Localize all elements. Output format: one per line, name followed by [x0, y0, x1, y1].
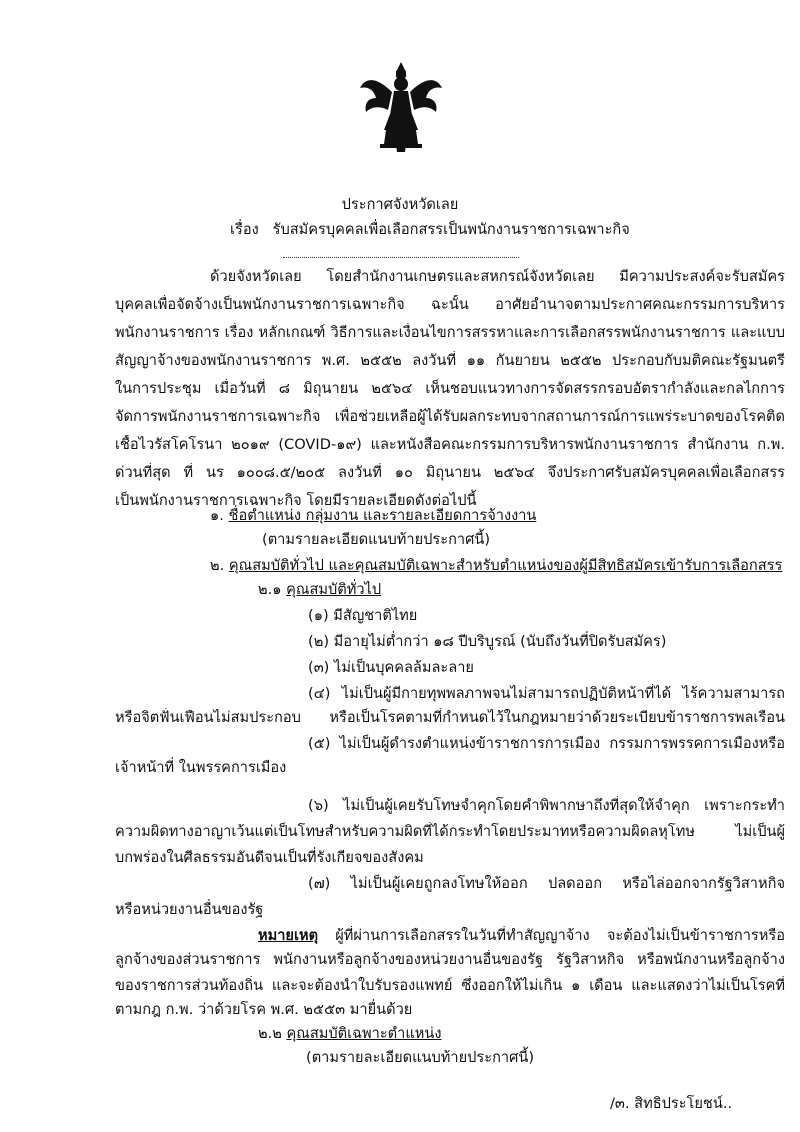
subsection-heading	[258, 1024, 441, 1044]
intro-line: ในการประชุม เมื่อวันที่ ๘ มิถุนายน ๒๕๖๔ เห็นชอบแนวทางการจัดสรรกรอบอัตรากำลังและกลไกการ	[115, 380, 785, 397]
intro-line: ด่วนที่สุด ที่ นร ๑๐๐๘.๕/๒๐๕ ลงวันที่ ๑๐ มิถุนายน ๒๕๖๔ จึงประกาศรับสมัครบุคคลเพื่อเลือกสรร	[115, 464, 785, 481]
qualification-item: (๗) ไม่เป็นผู้เคยถูกลงโทษให้ออก ปลดออก หรือไล่ออกจากรัฐวิสาหกิจ	[308, 875, 785, 892]
subsection-title: คุณสมบัติเฉพาะตำแหน่ง	[286, 1025, 442, 1042]
remark-text: ผู้ที่ผ่านการเลือกสรรในวันที่ทำสัญญาจ้าง จะต้องไม่เป็นข้าราชการหรือ	[335, 927, 785, 944]
qualification-item-cont: บกพร่องในศีลธรรมอันดีจนเป็นที่รังเกียจของสังคม	[115, 849, 424, 866]
qualification-item: (๔) ไม่เป็นผู้มีกายทุพพลภาพจนไม่สามารถปฏิบัติหน้าที่ได้ ไร้ความสามารถ	[308, 685, 785, 702]
qualification-item: (๖) ไม่เป็นผู้เคยรับโทษจำคุกโดยคำพิพากษาถึงที่สุดให้จำคุก เพราะกระทำ	[308, 797, 785, 814]
qualification-item: (๑) มีสัญชาติไทย	[308, 607, 418, 624]
intro-line: จัดการพนักงานราชการเฉพาะกิจ เพื่อช่วยเหลือผู้ได้รับผลกระทบจากสถานการณ์การแพร่ระบาดของโรคติด	[115, 408, 785, 425]
garuda-emblem-icon	[358, 58, 444, 156]
remark-line: ของราชการส่วนท้องถิ่น และจะต้องนำใบรับรองแพทย์ ซึ่งออกให้ไม่เกิน ๑ เดือน และแสดงว่าไม่เป็นโรคที่	[115, 977, 785, 994]
qualification-item: (๓) ไม่เป็นบุคคลล้มละลาย	[308, 659, 474, 676]
remark-line: ลูกจ้างของส่วนราชการ พนักงานหรือลูกจ้างของหน่วยงานอื่นของรัฐ รัฐวิสาหกิจ หรือพนักงานหรือลูกจ้าง	[115, 951, 785, 968]
section-number: ๑.	[210, 507, 224, 524]
intro-line: พนักงานราชการ เรื่อง หลักเกณฑ์ วิธีการและเงื่อนไขการสรรหาและการเลือกสรรพนักงานราชการ และแบบ	[115, 324, 785, 341]
section1-note: (ตามรายละเอียดแนบท้ายประกาศนี้)	[262, 531, 491, 548]
subsection-number: ๒.๑	[258, 581, 282, 598]
intro-line: สัญญาจ้างของพนักงานราชการ พ.ศ. ๒๕๕๒ ลงวันที่ ๑๑ กันยายน ๒๕๕๒ ประกอบกับมติคณะรัฐมนตรี	[115, 352, 785, 369]
intro-line: เป็นพนักงานราชการเฉพาะกิจ โดยมีรายละเอียดดังต่อไปนี้	[115, 492, 477, 509]
remark-line	[258, 926, 785, 948]
page-continuation: /๓. สิทธิประโยชน์..	[610, 1095, 733, 1112]
qualification-item: (๒) มีอายุไม่ต่ำกว่า ๑๘ ปีบริบูรณ์ (นับถึงวันที่ปิดรับสมัคร)	[308, 633, 667, 650]
subsection-heading	[258, 580, 381, 600]
qualification-item: (๕) ไม่เป็นผู้ดำรงตำแหน่งข้าราชการการเมือง กรรมการพรรคการเมืองหรือ	[308, 735, 785, 752]
section2-heading	[210, 556, 782, 576]
intro-line: บุคคลเพื่อจัดจ้างเป็นพนักงานราชการเฉพาะกิจ ฉะนั้น อาศัยอำนาจตามประกาศคณะกรรมการบริหาร	[115, 296, 785, 313]
subject-text: รับสมัครบุคคลเพื่อเลือกสรรเป็นพนักงานราชการเฉพาะกิจ	[272, 221, 630, 238]
subsection-number: ๒.๒	[258, 1025, 282, 1042]
intro-line: ด้วยจังหวัดเลย โดยสำนักงานเกษตรและสหกรณ์จังหวัดเลย มีความประสงค์จะรับสมัคร	[210, 268, 785, 285]
subject-label: เรื่อง	[230, 221, 259, 238]
remark-line: ตามกฎ ก.พ. ว่าด้วยโรค พ.ศ. ๒๕๕๓ มายื่นด้วย	[115, 1001, 413, 1018]
qualification-item-cont: ความผิดทางอาญาเว้นแต่เป็นโทษสำหรับความผิดที่ได้กระทำโดยประมาทหรือความผิดลหุโทษ ไม่เป็นผู้	[115, 823, 785, 840]
section-title: ชื่อตำแหน่ง กลุ่มงาน และรายละเอียดการจ้างงาน	[228, 507, 537, 524]
subject-line	[230, 220, 630, 240]
intro-line: เชื้อไวรัสโคโรนา ๒๐๑๙ (COVID-๑๙) และหนังสือคณะกรรมการบริหารพนักงานราชการ สำนักงาน ก.พ.	[115, 436, 785, 453]
title-divider	[283, 257, 519, 258]
announcement-title: ประกาศจังหวัดเลย	[341, 196, 459, 213]
qualification-item-cont: หรือจิตฟั่นเฟือนไม่สมประกอบ หรือเป็นโรคตามที่กำหนดไว้ในกฎหมายว่าด้วยระเบียบข้าราชการพลเรือน	[115, 709, 785, 726]
remark-label: หมายเหตุ	[258, 927, 319, 944]
qualification-item-cont: เจ้าหน้าที่ ในพรรคการเมือง	[115, 759, 287, 776]
section-title: คุณสมบัติทั่วไป และคุณสมบัติเฉพาะสำหรับตำแหน่งของผู้มีสิทธิสมัครเข้ารับการเลือกสรร	[228, 557, 783, 574]
section2-note: (ตามรายละเอียดแนบท้ายประกาศนี้)	[306, 1049, 535, 1066]
section-number: ๒.	[210, 557, 225, 574]
subsection-title: คุณสมบัติทั่วไป	[286, 581, 382, 598]
section1-heading	[210, 506, 536, 526]
qualification-item-cont: หรือหน่วยงานอื่นของรัฐ	[115, 901, 264, 918]
